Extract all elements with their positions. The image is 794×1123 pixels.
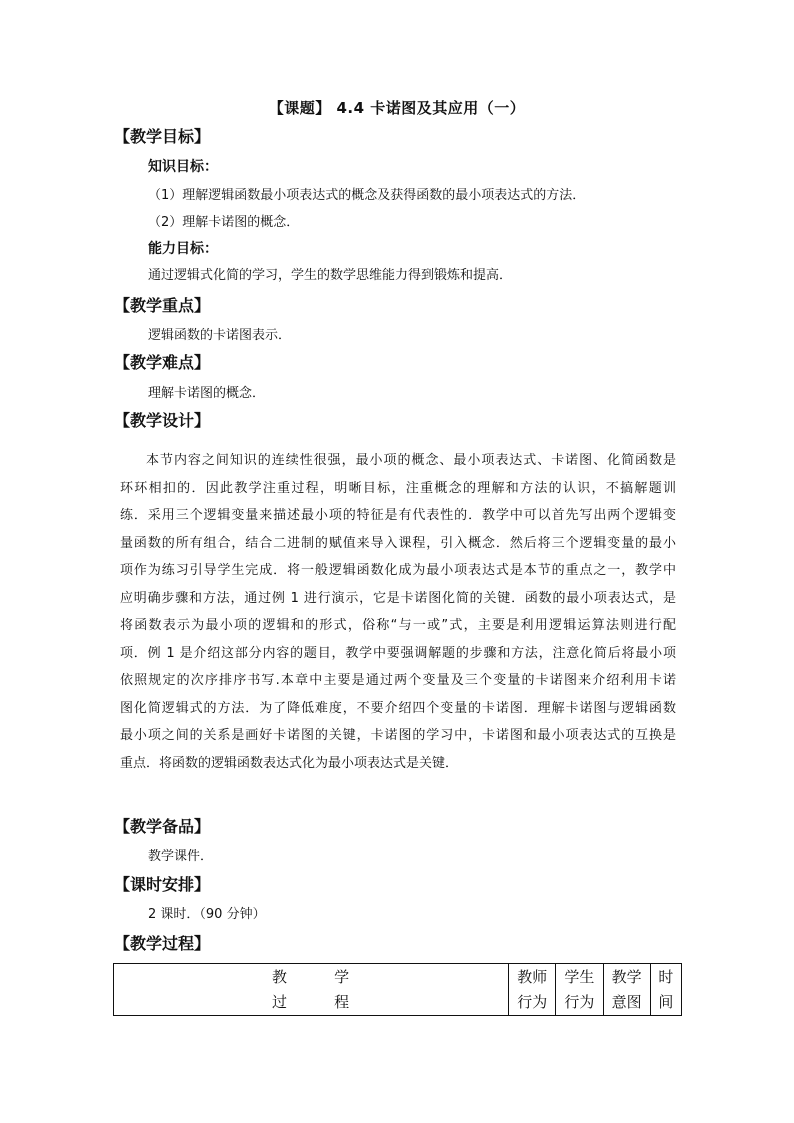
difficulties-heading: 【教学难点】: [114, 353, 211, 372]
header-text: 行为: [564, 992, 595, 1011]
process-table: [113, 963, 682, 1016]
ability-objective-text: 通过逻辑式化简的学习，学生的数学思维能力得到锻炼和提高．: [148, 268, 513, 283]
design-line: 依照规定的次序排序书写.本章中主要是通过两个变量及三个变量的卡诺图来介绍利用卡诺: [120, 673, 676, 688]
design-line: 量函数的所有组合，结合二进制的赋值来导入课程，引入概念．然后将三个逻辑变量的最小: [120, 535, 676, 551]
design-line: 图化简逻辑式的方法．为了降低难度，不要介绍四个变量的卡诺图．理解卡诺图与逻辑函数: [120, 700, 676, 716]
process-heading: 【教学过程】: [114, 934, 211, 953]
design-heading: 【教学设计】: [114, 411, 211, 430]
table-header-cell-student: [556, 964, 603, 1016]
design-line: 项作为练习引导学生完成．将一般逻辑函数化成为最小项表达式是本节的重点之一，教学中: [120, 563, 676, 578]
header-text: 间: [658, 992, 674, 1011]
knowledge-objective-item: （1）理解逻辑函数最小项表达式的概念及获得函数的最小项表达式的方法．: [148, 188, 586, 203]
design-line: 最小项之间的关系是画好卡诺图的关键，卡诺图的学习中，卡诺图和最小项表达式的互换是: [120, 728, 676, 743]
design-line: 应明确步骤和方法，通过例 1 进行演示，它是卡诺图化简的关键．函数的最小项表达式，是: [120, 590, 676, 606]
header-text: 教 学: [271, 967, 351, 986]
materials-heading: 【教学备品】: [114, 817, 211, 836]
key-points-text: 逻辑函数的卡诺图表示．: [148, 328, 292, 343]
header-text: 时: [658, 967, 674, 986]
schedule-text: 2 课时．（90 分钟）: [148, 907, 266, 922]
header-text: 学生: [564, 967, 595, 986]
knowledge-objective-label: 知识目标：: [148, 159, 218, 175]
ability-objective-label: 能力目标：: [148, 241, 218, 257]
design-line: 环环相扣的．因此教学注重过程，明晰目标，注重概念的理解和方法的认识，不搞解题训: [120, 480, 676, 496]
objectives-heading: 【教学目标】: [114, 127, 211, 146]
header-text: 行为: [517, 992, 548, 1011]
difficulties-text: 理解卡诺图的概念．: [148, 386, 266, 401]
design-line: 练．采用三个逻辑变量来描述最小项的特征是有代表性的．教学中可以首先写出两个逻辑变: [120, 508, 676, 523]
table-header-cell-intent: [603, 964, 650, 1016]
lesson-title: 【课题】 4.4 卡诺图及其应用（一）: [268, 99, 526, 117]
design-line: 本节内容之间知识的连续性很强，最小项的概念、最小项表达式、卡诺图、化简函数是: [146, 453, 676, 468]
header-text: 意图: [611, 992, 642, 1011]
design-line: 将函数表示为最小项的逻辑和的形式，俗称“与一或”式，主要是利用逻辑运算法则进行配: [120, 618, 676, 633]
table-header-cell-teacher: [509, 964, 556, 1016]
header-text: 教学: [611, 967, 642, 986]
materials-text: 教学课件．: [148, 849, 214, 864]
key-points-heading: 【教学重点】: [114, 296, 211, 315]
header-text: 过 程: [271, 992, 351, 1011]
table-header-cell-process: [114, 964, 509, 1016]
schedule-heading: 【课时安排】: [114, 875, 211, 894]
design-paragraph: [120, 447, 676, 777]
design-line: 项．例 1 是介绍这部分内容的题目，教学中要强调解题的步骤和方法，注意化简后将最小项: [120, 645, 676, 661]
header-text: 教师: [517, 967, 548, 986]
design-line: 重点．将函数的逻辑函数表达式化为最小项表达式是关键．: [120, 755, 459, 771]
table-header-row: [114, 964, 682, 1016]
table-header-cell-time: [650, 964, 681, 1016]
knowledge-objective-item: （2）理解卡诺图的概念．: [148, 215, 300, 230]
